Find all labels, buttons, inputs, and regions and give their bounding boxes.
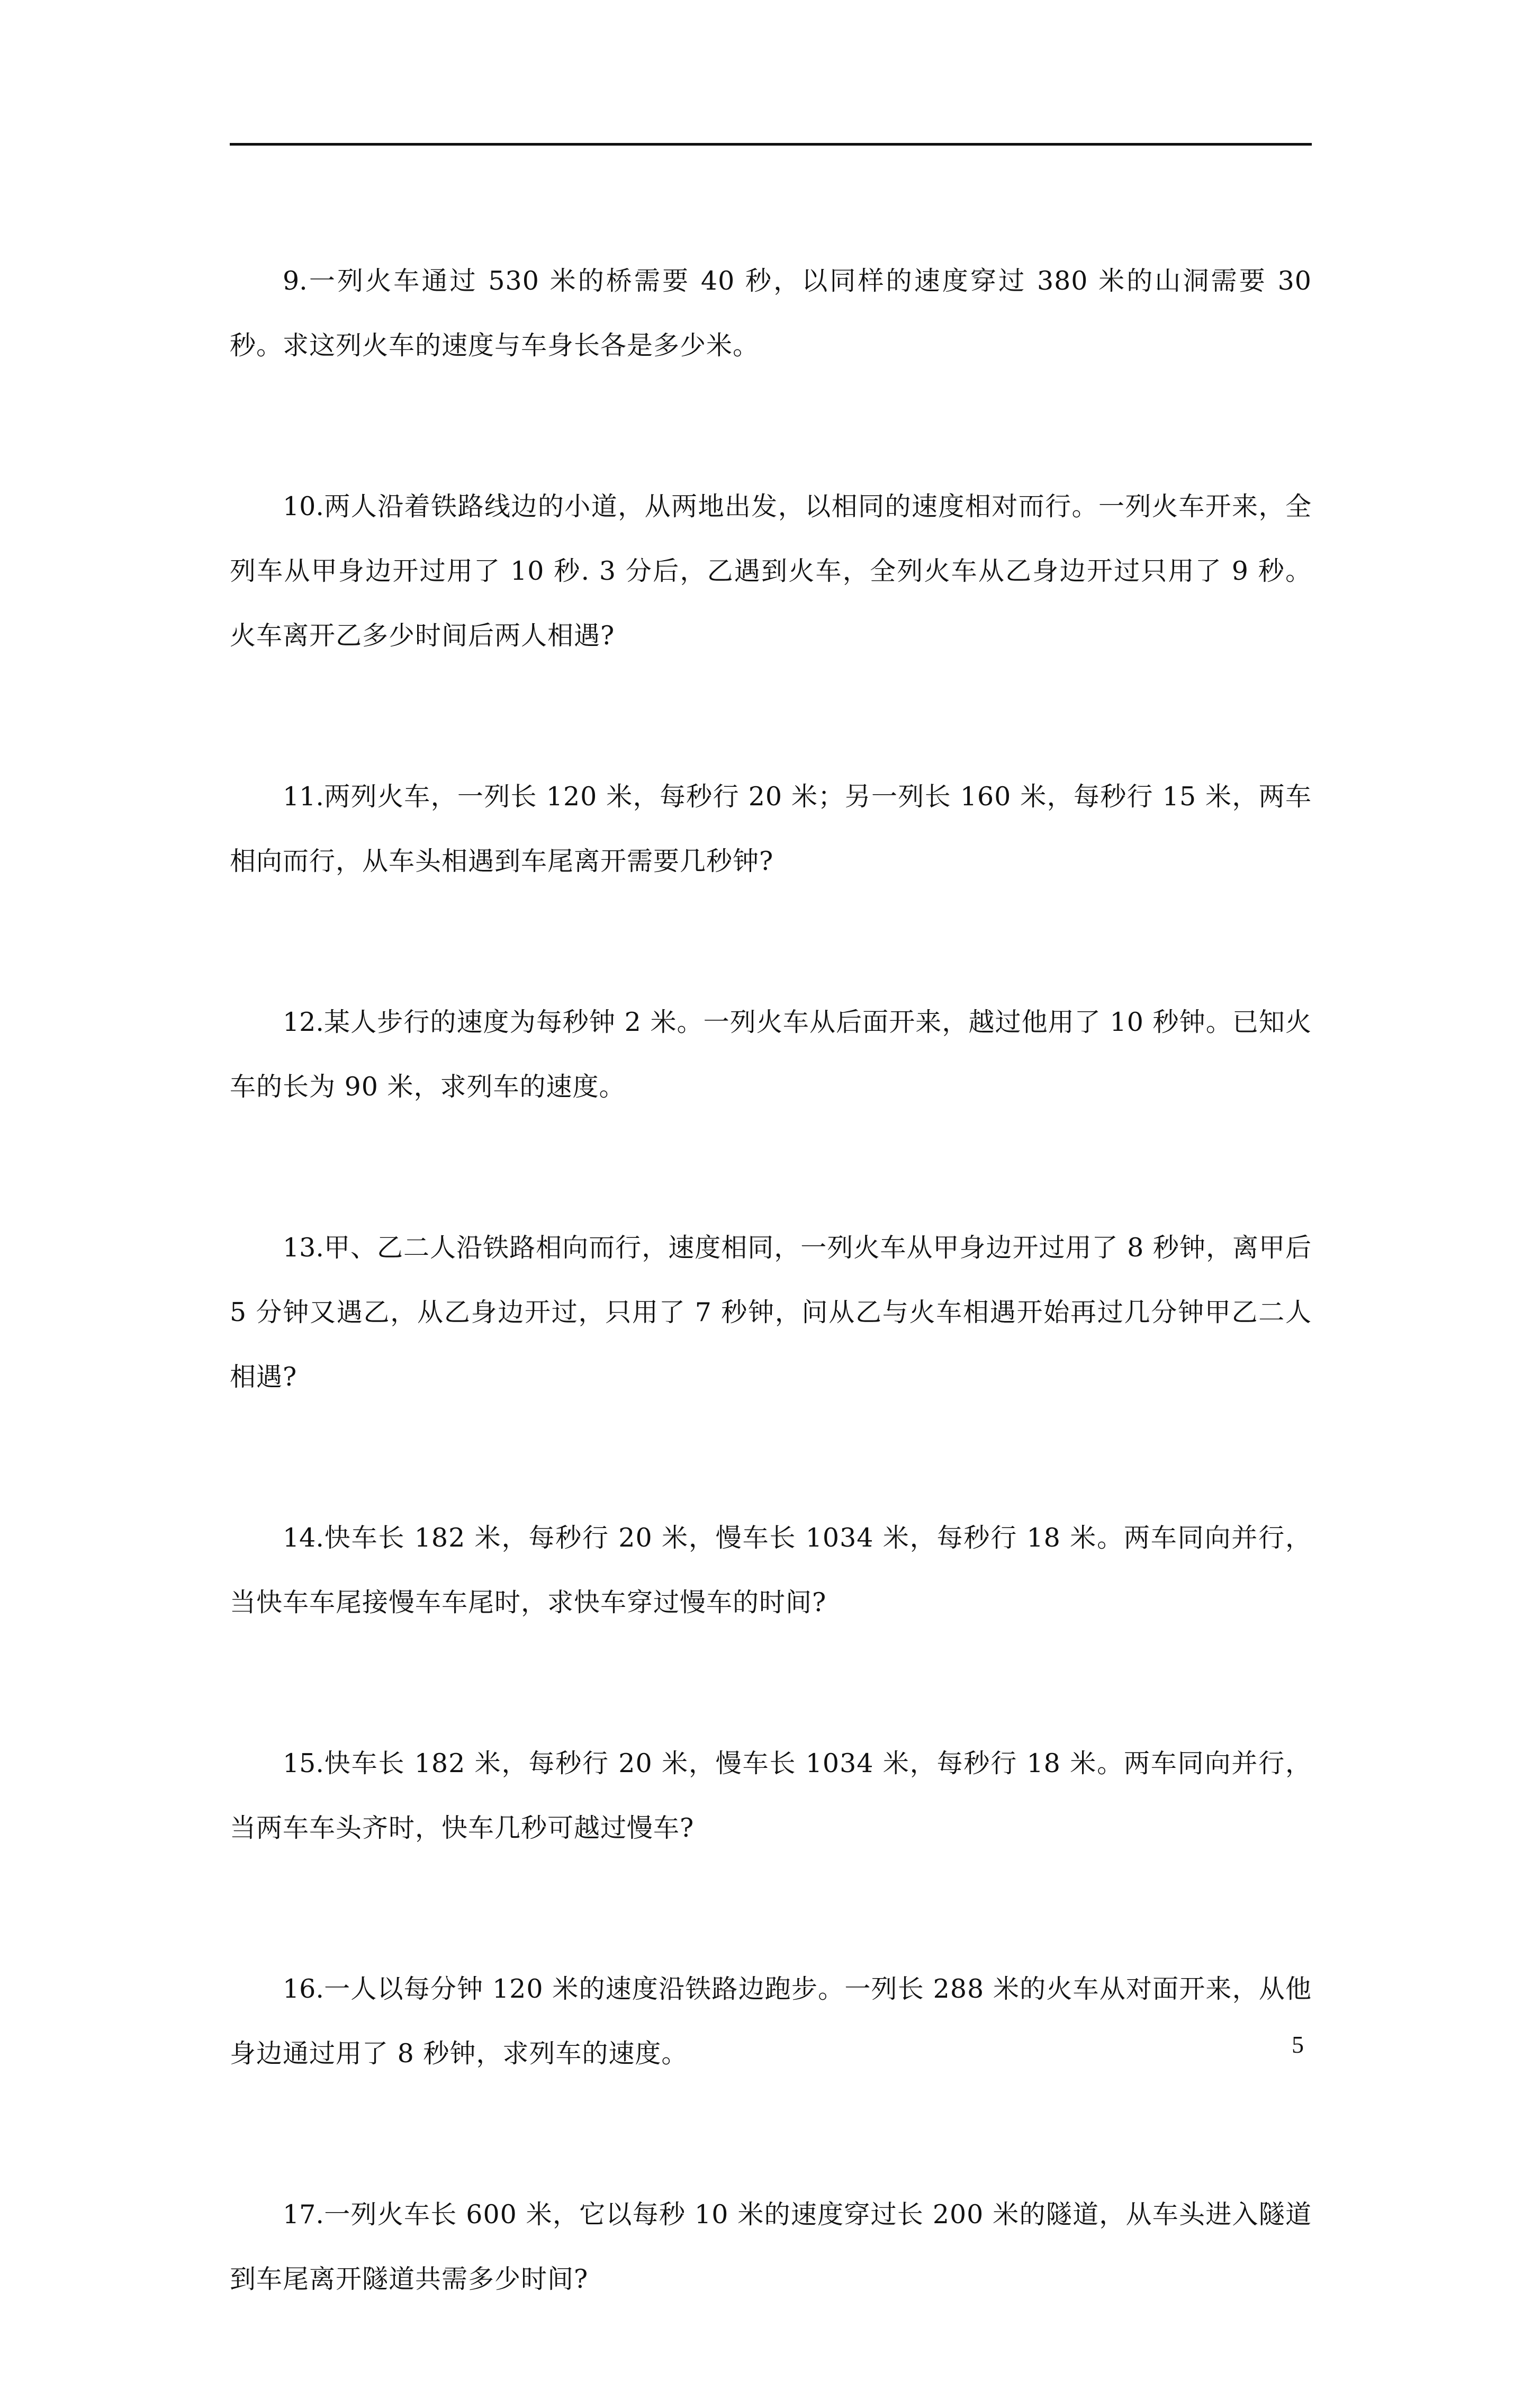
problem-number: 15.: [283, 1748, 324, 1778]
problem-text: 一列火车通过 530 米的桥需要 40 秒，以同样的速度穿过 380 米的山洞需要 30 秒。求这列火车的速度与车身长各是多少米。: [230, 266, 1312, 361]
problem-13: [230, 1216, 1312, 1409]
problem-number: 13.: [283, 1233, 324, 1263]
problem-9: [230, 249, 1312, 378]
problem-text: 一列火车长 600 米，它以每秒 10 米的速度穿过长 200 米的隧道，从车头进入隧道到车尾离开隧道共需多少时间?: [230, 2199, 1312, 2294]
problem-12: [230, 990, 1312, 1119]
problem-list: [230, 249, 1312, 2408]
problem-number: 9.: [283, 266, 308, 296]
problem-11: [230, 765, 1312, 894]
problem-number: 14.: [283, 1523, 324, 1553]
page-number: 5: [1292, 2031, 1304, 2058]
problem-text: 某人步行的速度为每秒钟 2 米。一列火车从后面开来，越过他用了 10 秒钟。已知火车的长为 90 米，求列车的速度。: [230, 1007, 1312, 1102]
problem-text: 两列火车，一列长 120 米，每秒行 20 米；另一列长 160 米，每秒行 15 米，两车相向而行，从车头相遇到车尾离开需要几秒钟?: [230, 781, 1312, 876]
problem-text: 一人以每分钟 120 米的速度沿铁路边跑步。一列长 288 米的火车从对面开来，从他身边通过用了 8 秒钟，求列车的速度。: [230, 1974, 1312, 2069]
header-rule: [230, 143, 1312, 146]
problem-10: [230, 474, 1312, 668]
problem-number: 17.: [283, 2199, 324, 2230]
problem-text: 甲、乙二人沿铁路相向而行，速度相同，一列火车从甲身边开过用了 8 秒钟，离甲后 5 分钟又遇乙，从乙身边开过，只用了 7 秒钟，问从乙与火车相遇开始再过几分钟甲乙二人相遇?: [230, 1233, 1312, 1392]
problem-number: 12.: [283, 1007, 324, 1037]
problem-number: 11.: [283, 781, 324, 812]
problem-number: 10.: [283, 491, 324, 522]
problem-text: 两人沿着铁路线边的小道，从两地出发，以相同的速度相对而行。一列火车开来，全列车从甲身边开过用了 10 秒. 3 分后，乙遇到火车，全列火车从乙身边开过只用了 9 秒。火车离开乙多少时间后两人相遇?: [230, 491, 1312, 651]
problem-17: [230, 2182, 1312, 2312]
problem-text: 快车长 182 米，每秒行 20 米，慢车长 1034 米，每秒行 18 米。两车同向并行，当快车车尾接慢车车尾时，求快车穿过慢车的时间?: [230, 1523, 1312, 1618]
problem-15: [230, 1731, 1312, 1861]
problem-16: [230, 1957, 1312, 2086]
problem-text: 快车长 182 米，每秒行 20 米，慢车长 1034 米，每秒行 18 米。两车同向并行，当两车车头齐时，快车几秒可越过慢车?: [230, 1748, 1312, 1843]
problem-number: 16.: [283, 1974, 324, 2004]
problem-14: [230, 1506, 1312, 1635]
